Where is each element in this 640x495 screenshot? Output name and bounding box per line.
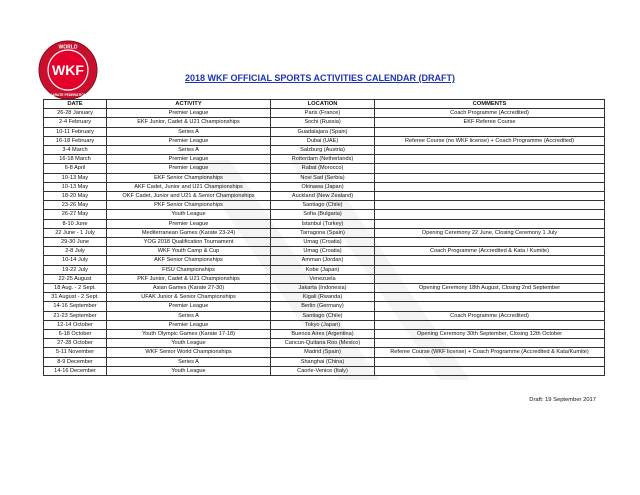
cell-date: 18 Aug. - 2 Sept. — [44, 284, 107, 293]
cell-activity: Premier League — [107, 302, 271, 311]
cell-date: 5-11 November — [44, 348, 107, 357]
cell-date: 8-9 December — [44, 357, 107, 366]
cell-activity: WKF Youth Camp & Cup — [107, 247, 271, 256]
cell-location: Salzburg (Austria) — [271, 146, 375, 155]
cell-comments: Coach Programme (Accredited & Kata / Kumite) — [375, 247, 605, 256]
table-row — [44, 146, 605, 155]
cell-date: 8-10 June — [44, 219, 107, 228]
cell-location: Amman (Jordan) — [271, 256, 375, 265]
cell-location: Madrid (Spain) — [271, 348, 375, 357]
table-row — [44, 210, 605, 219]
cell-location: Sofia (Bulgaria) — [271, 210, 375, 219]
cell-date: 29-30 June — [44, 238, 107, 247]
cell-location: Santiago (Chile) — [271, 311, 375, 320]
header-location: LOCATION — [271, 100, 375, 109]
cell-location: Dubai (UAE) — [271, 136, 375, 145]
cell-comments — [375, 127, 605, 136]
cell-activity: Premier League — [107, 136, 271, 145]
cell-comments — [375, 265, 605, 274]
table-row — [44, 228, 605, 237]
cell-location: Tokyo (Japan) — [271, 320, 375, 329]
cell-date: 2-8 July — [44, 247, 107, 256]
cell-location: Umag (Croatia) — [271, 247, 375, 256]
header-comments: COMMENTS — [375, 100, 605, 109]
cell-comments — [375, 201, 605, 210]
cell-date: 6-18 October — [44, 330, 107, 339]
cell-comments — [375, 210, 605, 219]
table-row — [44, 274, 605, 283]
cell-location: Kobe (Japan) — [271, 265, 375, 274]
cell-activity: Youth League — [107, 366, 271, 375]
cell-date: 26-28 January — [44, 109, 107, 118]
table-row — [44, 136, 605, 145]
table-row — [44, 127, 605, 136]
cell-activity: FISU Championships — [107, 265, 271, 274]
cell-comments — [375, 192, 605, 201]
cell-date: 6-8 April — [44, 164, 107, 173]
cell-location: Sochi (Russia) — [271, 118, 375, 127]
cell-activity: AKF Cadet, Junior and U21 Championships — [107, 182, 271, 191]
cell-location: Rabat (Morocco) — [271, 164, 375, 173]
cell-date: 19-22 July — [44, 265, 107, 274]
cell-date: 2-4 February — [44, 118, 107, 127]
cell-activity: YOG 2018 Qualification Tournament — [107, 238, 271, 247]
cell-activity: Asian Games (Karate 27-30) — [107, 284, 271, 293]
header-activity: ACTIVITY — [107, 100, 271, 109]
cell-location: Auckland (New Zealand) — [271, 192, 375, 201]
cell-comments — [375, 219, 605, 228]
page-title: 2018 WKF OFFICIAL SPORTS ACTIVITIES CALENDAR (DRAFT) — [184, 73, 455, 83]
cell-activity: Premier League — [107, 155, 271, 164]
cell-date: 18-20 May — [44, 192, 107, 201]
cell-activity: WKF Senior World Championships — [107, 348, 271, 357]
cell-comments: Opening Ceremony 22 June, Closing Ceremony 1 July — [375, 228, 605, 237]
table-row — [44, 302, 605, 311]
cell-activity: Series A — [107, 357, 271, 366]
table-row — [44, 284, 605, 293]
cell-date: 27-28 October — [44, 339, 107, 348]
cell-location: Istanbul (Turkey) — [271, 219, 375, 228]
cell-location: Guadalajara (Spain) — [271, 127, 375, 136]
cell-activity: Premier League — [107, 320, 271, 329]
cell-location: Kigali (Rwanda) — [271, 293, 375, 302]
cell-comments — [375, 366, 605, 375]
wkf-logo — [38, 40, 98, 100]
table-row — [44, 265, 605, 274]
cell-location: Jakarta (Indonesia) — [271, 284, 375, 293]
table-row — [44, 330, 605, 339]
table-row — [44, 155, 605, 164]
table-row — [44, 348, 605, 357]
table-row — [44, 256, 605, 265]
cell-activity: Youth League — [107, 339, 271, 348]
cell-activity: Mediterranean Games (Karate 23-24) — [107, 228, 271, 237]
cell-activity: AKF Senior Championships — [107, 256, 271, 265]
cell-comments — [375, 155, 605, 164]
cell-activity: EKF Junior, Cadet & U21 Championships — [107, 118, 271, 127]
cell-comments — [375, 320, 605, 329]
cell-comments: Coach Programme (Accredited) — [375, 109, 605, 118]
table-row — [44, 118, 605, 127]
table-header-row — [44, 100, 605, 109]
cell-comments — [375, 173, 605, 182]
cell-comments: Opening Ceremony 18th August, Closing 2nd September — [375, 284, 605, 293]
cell-comments — [375, 357, 605, 366]
table-row — [44, 109, 605, 118]
cell-date: 16-18 March — [44, 155, 107, 164]
cell-date: 23-26 May — [44, 201, 107, 210]
table-row — [44, 238, 605, 247]
cell-comments: Coach Programme (Accredited) — [375, 311, 605, 320]
cell-date: 10-14 July — [44, 256, 107, 265]
cell-date: 22 June - 1 July — [44, 228, 107, 237]
cell-location: Berlin (Germany) — [271, 302, 375, 311]
cell-date: 10-13 May — [44, 173, 107, 182]
table-row — [44, 247, 605, 256]
cell-activity: Youth Olympic Games (Karate 17-18) — [107, 330, 271, 339]
cell-comments: EKF Referee Course — [375, 118, 605, 127]
cell-activity: Youth League — [107, 210, 271, 219]
cell-date: 3-4 March — [44, 146, 107, 155]
table-row — [44, 320, 605, 329]
table-row — [44, 173, 605, 182]
cell-activity: Premier League — [107, 164, 271, 173]
logo-top-text: WORLD — [58, 44, 78, 51]
cell-activity: Series A — [107, 146, 271, 155]
table-body — [44, 109, 605, 376]
table-row — [44, 192, 605, 201]
table-row — [44, 357, 605, 366]
cell-activity: PKF Senior Championships — [107, 201, 271, 210]
cell-location: Shanghai (China) — [271, 357, 375, 366]
cell-date: 31 August - 2 Sept. — [44, 293, 107, 302]
cell-location: Tarragona (Spain) — [271, 228, 375, 237]
cell-location: Buenos Aires (Argentina) — [271, 330, 375, 339]
table-row — [44, 201, 605, 210]
cell-comments — [375, 182, 605, 191]
table-row — [44, 164, 605, 173]
cell-date: 26-27 May — [44, 210, 107, 219]
cell-comments — [375, 164, 605, 173]
cell-comments — [375, 146, 605, 155]
cell-location: Santiago (Chile) — [271, 201, 375, 210]
cell-date: 10-13 May — [44, 182, 107, 191]
cell-comments — [375, 256, 605, 265]
cell-activity: PKF Junior, Cadet & U21 Championships — [107, 274, 271, 283]
cell-location: Paris (France) — [271, 109, 375, 118]
header-date: DATE — [44, 100, 107, 109]
cell-date: 22-25 August — [44, 274, 107, 283]
cell-activity: EKF Senior Championships — [107, 173, 271, 182]
logo-center-text: WKF — [52, 62, 84, 78]
table-row — [44, 366, 605, 375]
cell-comments: Opening Ceremony 30th September, Closing 12th October — [375, 330, 605, 339]
cell-location: Cancun-Quitana Roo (Mexico) — [271, 339, 375, 348]
table-row — [44, 311, 605, 320]
cell-comments — [375, 274, 605, 283]
cell-activity: Premier League — [107, 219, 271, 228]
cell-comments — [375, 339, 605, 348]
cell-location: Okinawa (Japan) — [271, 182, 375, 191]
cell-date: 21-23 September — [44, 311, 107, 320]
cell-location: Venezuela — [271, 274, 375, 283]
calendar-table — [43, 99, 605, 376]
cell-location: Novi Sad (Serbia) — [271, 173, 375, 182]
cell-activity: Series A — [107, 311, 271, 320]
cell-location: Caorle-Venice (Italy) — [271, 366, 375, 375]
cell-date: 12-14 October — [44, 320, 107, 329]
logo-bottom-text: KARATE FEDERATION — [49, 93, 87, 97]
cell-location: Rotterdam (Netherlands) — [271, 155, 375, 164]
cell-comments — [375, 238, 605, 247]
cell-date: 10-11 February — [44, 127, 107, 136]
cell-activity: Premier League — [107, 109, 271, 118]
cell-comments — [375, 302, 605, 311]
table-row — [44, 339, 605, 348]
cell-activity: OKF Cadet, Junior and U21 & Senior Championships — [107, 192, 271, 201]
table-row — [44, 293, 605, 302]
cell-comments: Referee Course (WKF license) + Coach Programme (Accredited & Kata/Kumite) — [375, 348, 605, 357]
cell-date: 14-16 September — [44, 302, 107, 311]
cell-comments: Referee Course (no WKF license) + Coach Programme (Accredited) — [375, 136, 605, 145]
table-row — [44, 182, 605, 191]
cell-activity: UFAK Junior & Senior Championships — [107, 293, 271, 302]
cell-location: Umag (Croatia) — [271, 238, 375, 247]
cell-date: 14-16 December — [44, 366, 107, 375]
cell-date: 16-18 February — [44, 136, 107, 145]
cell-activity: Series A — [107, 127, 271, 136]
table-row — [44, 219, 605, 228]
draft-note: Draft: 19 September 2017 — [529, 397, 596, 403]
cell-comments — [375, 293, 605, 302]
